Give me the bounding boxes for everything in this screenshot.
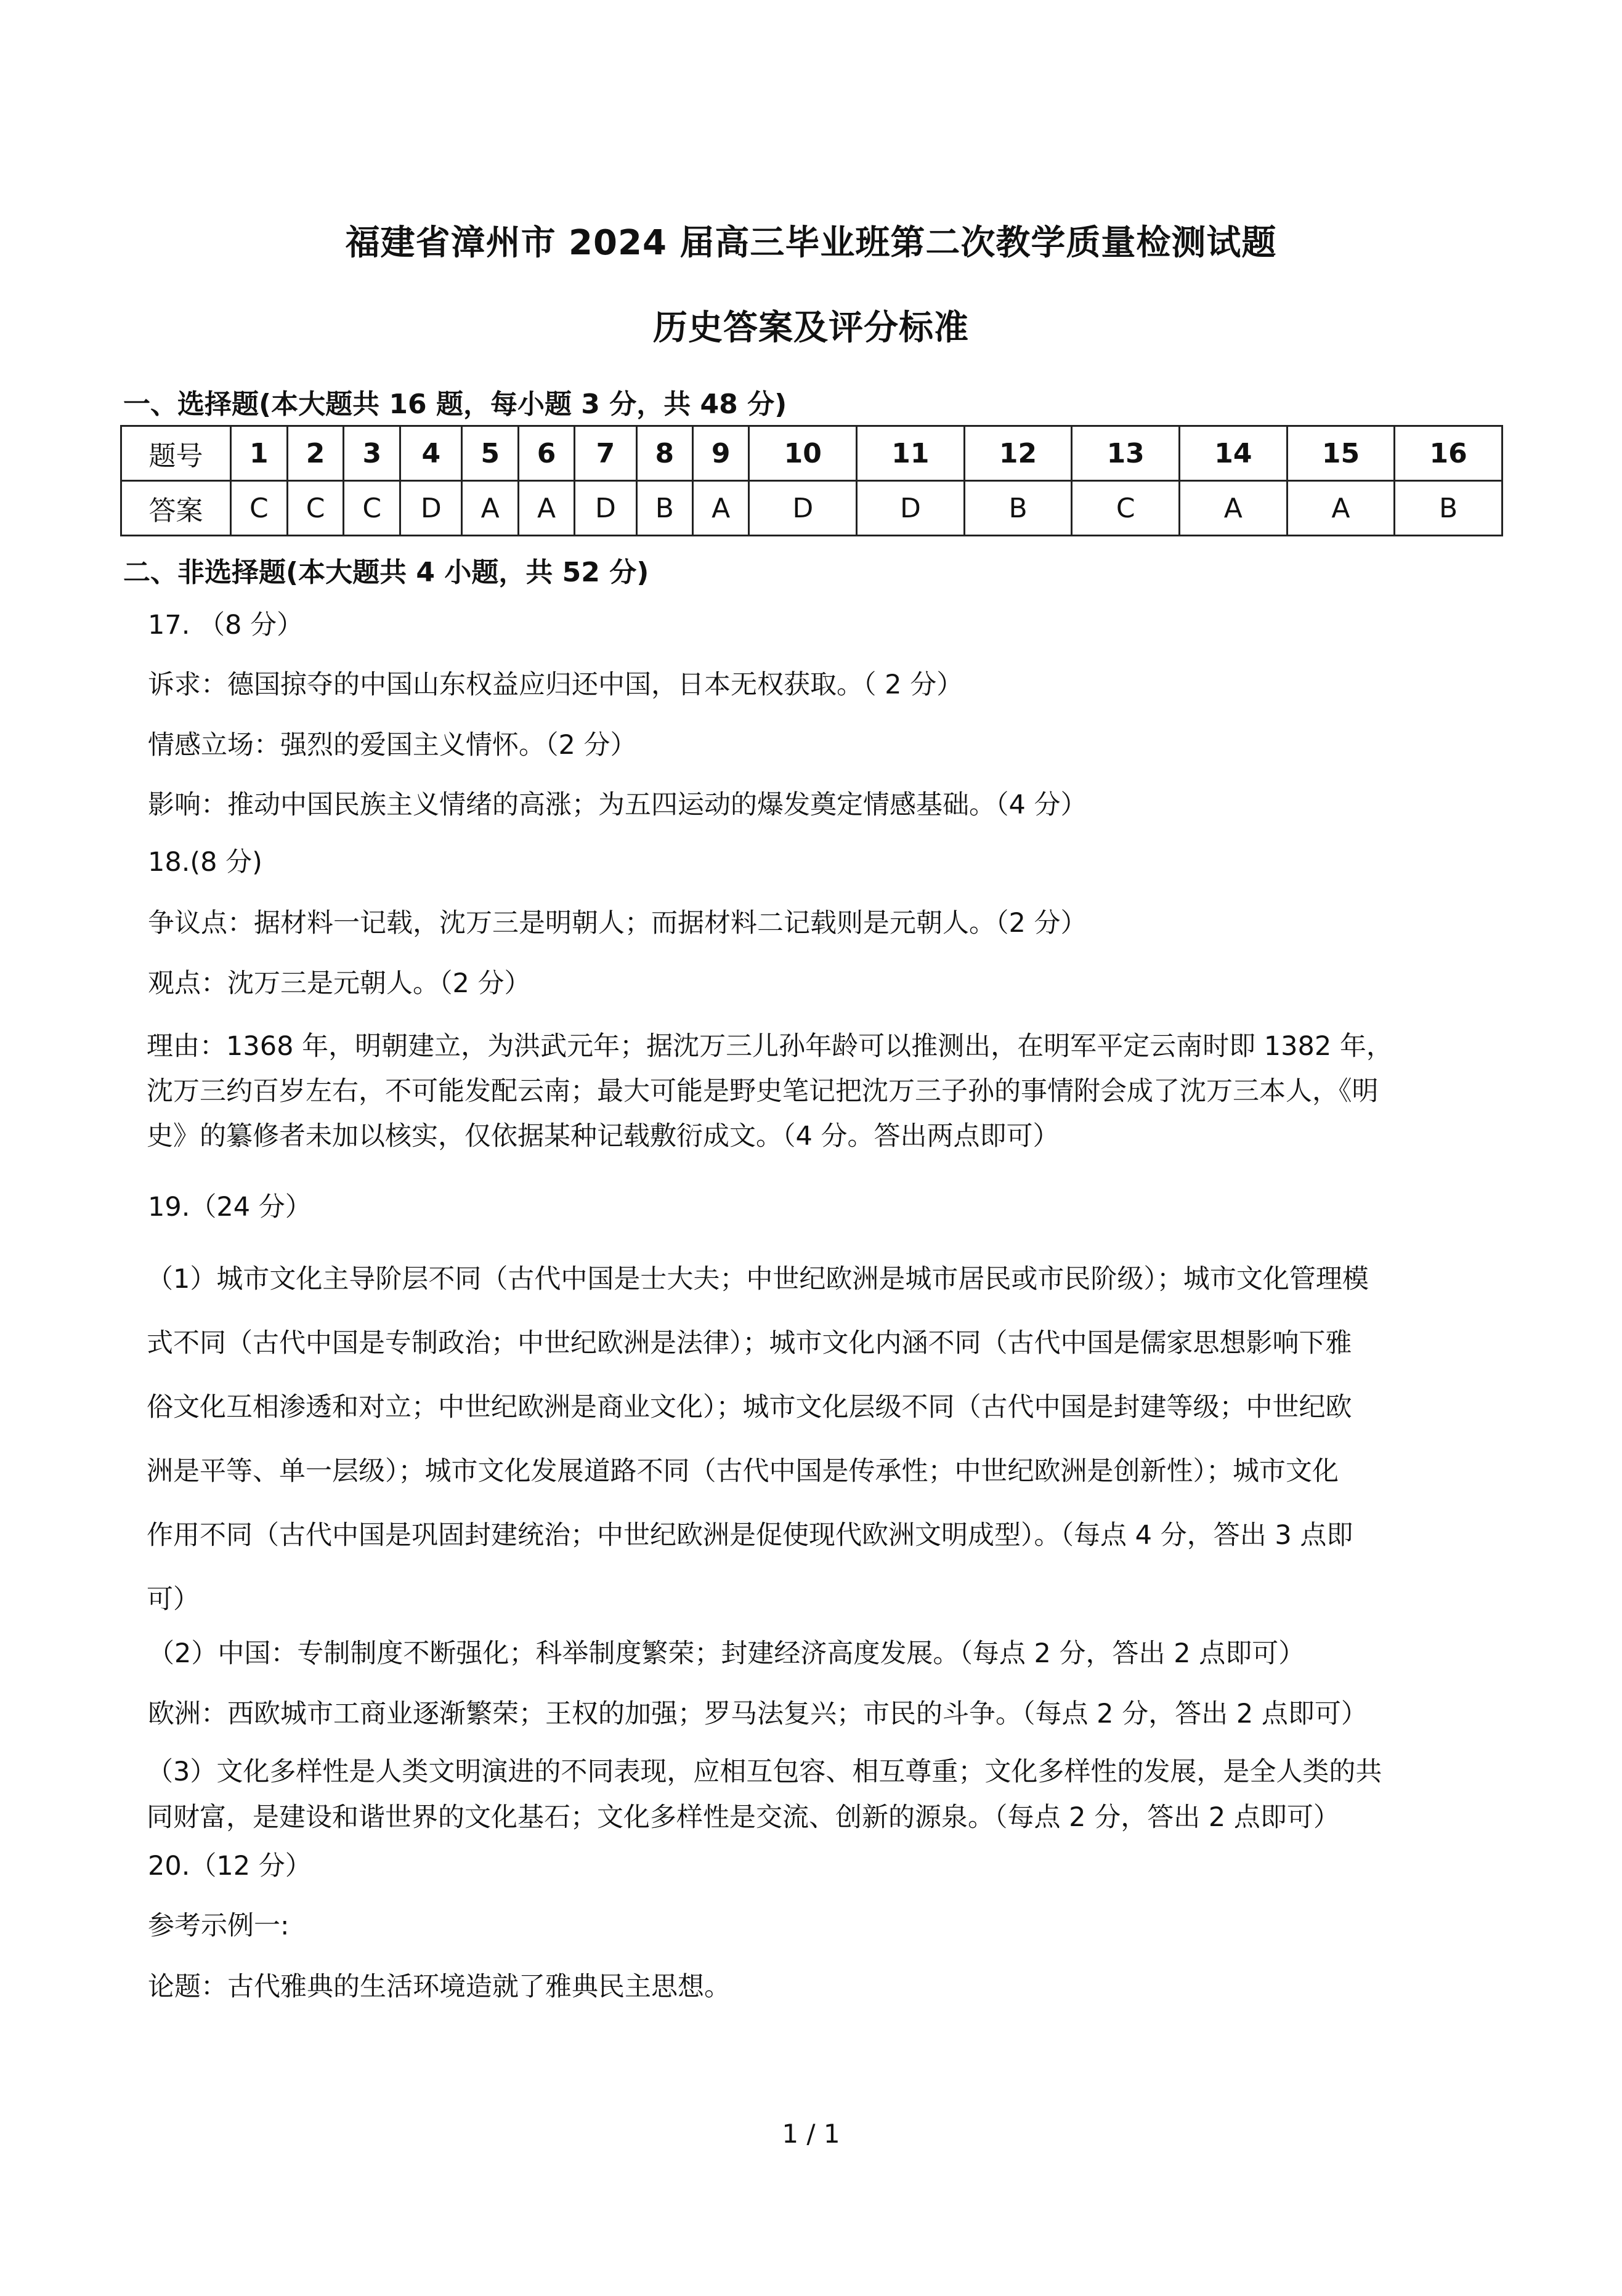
- q17-appeal: 诉求：德国掠夺的中国山东权益应归还中国，日本无权获取。（ 2 分）: [148, 669, 963, 700]
- question-number-cell: 14: [1180, 426, 1287, 481]
- answer-cell: D: [857, 481, 965, 536]
- question-number-cell: 16: [1395, 426, 1502, 481]
- answer-cell: A: [1287, 481, 1395, 536]
- answer-table: [120, 425, 1503, 536]
- q18-reason: [147, 1024, 1514, 1159]
- question-number-cell: 8: [636, 426, 692, 481]
- answer-cell: C: [344, 481, 400, 536]
- q20-header: 20.（12 分）: [148, 1851, 312, 1882]
- question-number-cell: 12: [964, 426, 1072, 481]
- answer-table-number-row: [121, 426, 1502, 481]
- q19-part1-line: 洲是平等、单一层级）；城市文化发展道路不同（古代中国是传承性；中世纪欧洲是创新性）；城市文化: [147, 1456, 1339, 1487]
- question-number-cell: 10: [749, 426, 857, 481]
- page-number: 1 / 1: [782, 2119, 840, 2149]
- answer-cell: D: [749, 481, 857, 536]
- question-number-cell: 9: [693, 426, 749, 481]
- answer-cell: C: [231, 481, 288, 536]
- answer-cell: B: [1395, 481, 1502, 536]
- question-number-cell: 2: [287, 426, 344, 481]
- q19-part1-line: 作用不同（古代中国是巩固封建统治；中世纪欧洲是促使现代欧洲文明成型）。（每点 4 分，答出 3 点即: [147, 1520, 1353, 1551]
- q18-viewpoint: 观点：沈万三是元朝人。（2 分）: [148, 968, 531, 999]
- q18-reason-line: 理由：1368 年，明朝建立，为洪武元年；据沈万三儿孙年龄可以推测出，在明军平定云南时即 1382 年，: [147, 1031, 1393, 1062]
- row-label-answer: 答案: [121, 481, 231, 536]
- answer-cell: A: [1180, 481, 1287, 536]
- document-title: 福建省漳州市 2024 届高三毕业班第二次教学质量检测试题: [345, 223, 1277, 263]
- section-heading-multiple-choice: 一、选择题(本大题共 16 题，每小题 3 分，共 48 分): [123, 389, 787, 420]
- answer-cell: D: [400, 481, 462, 536]
- question-number-cell: 6: [518, 426, 574, 481]
- answer-cell: B: [636, 481, 692, 536]
- answer-cell: A: [462, 481, 518, 536]
- q17-header: 17. （8 分）: [148, 610, 304, 641]
- answer-cell: C: [1072, 481, 1180, 536]
- question-number-cell: 13: [1072, 426, 1180, 481]
- q18-header: 18.(8 分): [148, 847, 262, 878]
- q19-part2-china: （2）中国：专制制度不断强化；科举制度繁荣；封建经济高度发展。（每点 2 分，答出 2 点即可）: [148, 1638, 1305, 1669]
- question-number-cell: 5: [462, 426, 518, 481]
- q19-part3: [147, 1749, 1514, 1840]
- question-number-cell: 11: [857, 426, 965, 481]
- q17-impact: 影响：推动中国民族主义情绪的高涨；为五四运动的爆发奠定情感基础。（4 分）: [148, 790, 1087, 820]
- q17-stance: 情感立场：强烈的爱国主义情怀。（2 分）: [148, 730, 637, 761]
- q19-part1-line: 可）: [147, 1584, 200, 1615]
- question-number-cell: 3: [344, 426, 400, 481]
- q19-part2-europe: 欧洲：西欧城市工商业逐渐繁荣；王权的加强；罗马法复兴；市民的斗争。（每点 2 分，答出 2 点即可）: [148, 1699, 1368, 1729]
- answer-cell: C: [287, 481, 344, 536]
- answer-table-answer-row: [121, 481, 1502, 536]
- q19-part3-line: 同财富，是建设和谐世界的文化基石；文化多样性是交流、创新的源泉。（每点 2 分，答出 2 点即可）: [147, 1802, 1340, 1833]
- section-heading-non-choice: 二、非选择题(本大题共 4 小题，共 52 分): [123, 557, 649, 588]
- question-number-cell: 4: [400, 426, 462, 481]
- document-subtitle: 历史答案及评分标准: [653, 308, 969, 348]
- q19-part1: [147, 1247, 1514, 1631]
- answer-cell: B: [964, 481, 1072, 536]
- q19-part1-line: 俗文化互相渗透和对立；中世纪欧洲是商业文化）；城市文化层级不同（古代中国是封建等级；中世纪欧: [147, 1392, 1352, 1423]
- q19-header: 19.（24 分）: [148, 1192, 312, 1223]
- q19-part1-line: 式不同（古代中国是专制政治；中世纪欧洲是法律）；城市文化内涵不同（古代中国是儒家思想影响下雅: [147, 1328, 1352, 1359]
- question-number-cell: 7: [575, 426, 636, 481]
- question-number-cell: 15: [1287, 426, 1395, 481]
- q18-reason-line: 史》的纂修者未加以核实，仅依据某种记载敷衍成文。（4 分。答出两点即可）: [147, 1121, 1060, 1152]
- q19-part1-line: （1）城市文化主导阶层不同（古代中国是士大夫；中世纪欧洲是城市居民或市民阶级）；城市文化管理模: [147, 1264, 1369, 1295]
- q18-reason-line: 沈万三约百岁左右，不可能发配云南；最大可能是野史笔记把沈万三子孙的事情附会成了沈万三本人，《明: [147, 1076, 1379, 1107]
- row-label-question-number: 题号: [121, 426, 231, 481]
- q20-topic: 论题：古代雅典的生活环境造就了雅典民主思想。: [148, 1971, 731, 2002]
- answer-cell: A: [518, 481, 574, 536]
- answer-cell: A: [693, 481, 749, 536]
- q19-part3-line: （3）文化多样性是人类文明演进的不同表现，应相互包容、相互尊重；文化多样性的发展，是全人类的共: [147, 1756, 1382, 1787]
- answer-cell: D: [575, 481, 636, 536]
- q18-dispute: 争议点：据材料一记载，沈万三是明朝人；而据材料二记载则是元朝人。（2 分）: [148, 908, 1087, 939]
- q20-example-label: 参考示例一:: [148, 1910, 290, 1941]
- question-number-cell: 1: [231, 426, 288, 481]
